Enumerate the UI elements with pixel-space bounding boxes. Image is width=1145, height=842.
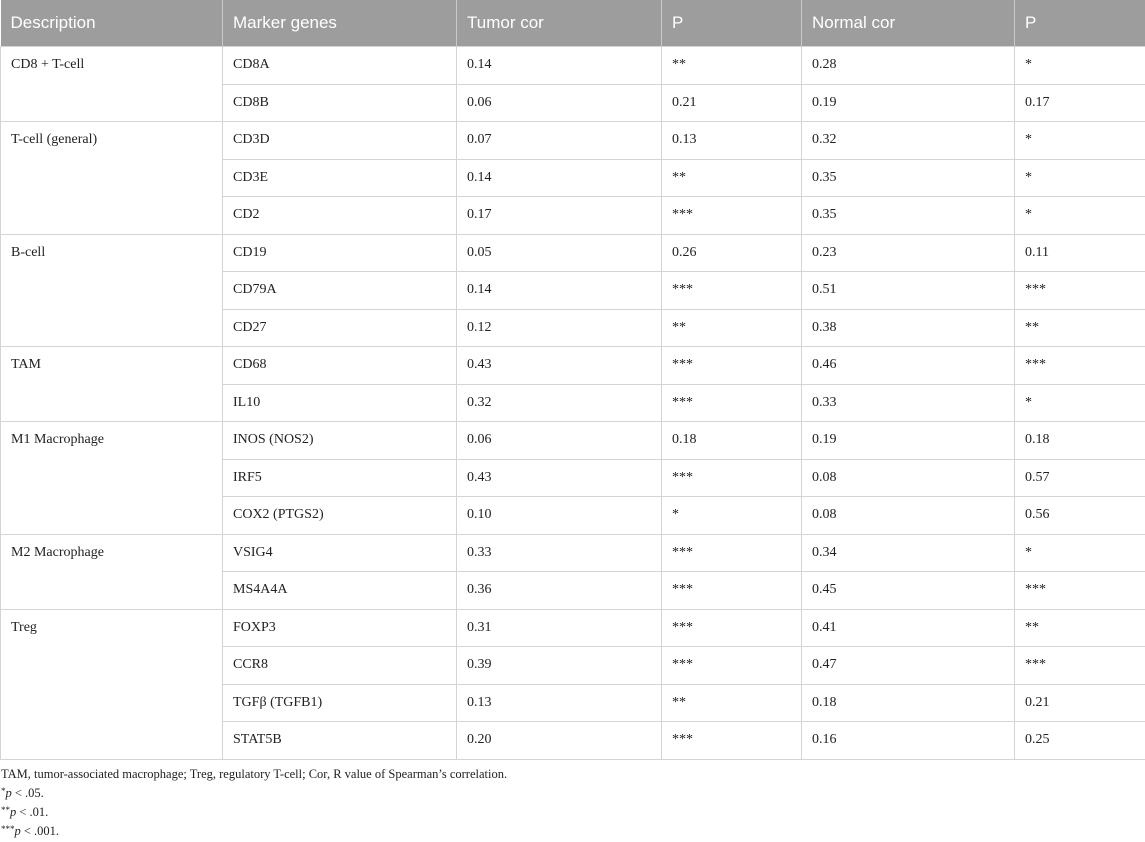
tumor-cor-cell: 0.36 xyxy=(457,572,662,610)
tumor-cor-cell: 0.07 xyxy=(457,122,662,160)
normal-p-cell: 0.57 xyxy=(1015,459,1145,497)
tumor-cor-cell: 0.39 xyxy=(457,647,662,685)
normal-p-cell: 0.11 xyxy=(1015,234,1145,272)
tumor-p-cell: *** xyxy=(662,722,802,760)
tumor-p-cell: 0.26 xyxy=(662,234,802,272)
normal-cor-cell: 0.35 xyxy=(802,197,1015,235)
normal-cor-cell: 0.18 xyxy=(802,684,1015,722)
marker-gene-cell: CD68 xyxy=(223,347,457,385)
footnote-p05: *p < .05. xyxy=(1,785,44,800)
tumor-cor-cell: 0.33 xyxy=(457,534,662,572)
tumor-cor-cell: 0.20 xyxy=(457,722,662,760)
table-row xyxy=(1,422,1145,460)
description-cell: CD8 + T-cell xyxy=(1,47,223,122)
normal-p-cell: ** xyxy=(1015,609,1145,647)
table-row xyxy=(1,609,1145,647)
footnote-p01: **p < .01. xyxy=(1,804,49,819)
marker-gene-cell: VSIG4 xyxy=(223,534,457,572)
marker-gene-cell: MS4A4A xyxy=(223,572,457,610)
tumor-cor-cell: 0.13 xyxy=(457,684,662,722)
description-cell: M1 Macrophage xyxy=(1,422,223,535)
tumor-cor-cell: 0.05 xyxy=(457,234,662,272)
description-cell: B-cell xyxy=(1,234,223,347)
header-marker-genes: Marker genes xyxy=(223,0,457,47)
tumor-p-cell: *** xyxy=(662,572,802,610)
normal-p-cell: *** xyxy=(1015,272,1145,310)
normal-p-cell: 0.21 xyxy=(1015,684,1145,722)
normal-p-cell: *** xyxy=(1015,572,1145,610)
normal-cor-cell: 0.51 xyxy=(802,272,1015,310)
description-cell: Treg xyxy=(1,609,223,759)
tumor-p-cell: ** xyxy=(662,159,802,197)
normal-p-cell: * xyxy=(1015,47,1145,85)
tumor-p-cell: *** xyxy=(662,272,802,310)
marker-gene-cell: CD2 xyxy=(223,197,457,235)
marker-gene-cell: IL10 xyxy=(223,384,457,422)
footnote-p001: ***p < .001. xyxy=(1,823,60,838)
header-normal-p: P xyxy=(1015,0,1145,47)
description-cell: M2 Macrophage xyxy=(1,534,223,609)
tumor-p-cell: 0.21 xyxy=(662,84,802,122)
tumor-p-cell: *** xyxy=(662,197,802,235)
tumor-cor-cell: 0.14 xyxy=(457,272,662,310)
marker-gene-cell: STAT5B xyxy=(223,722,457,760)
tumor-cor-cell: 0.17 xyxy=(457,197,662,235)
normal-p-cell: *** xyxy=(1015,347,1145,385)
normal-p-cell: 0.56 xyxy=(1015,497,1145,535)
tumor-cor-cell: 0.12 xyxy=(457,309,662,347)
normal-cor-cell: 0.08 xyxy=(802,497,1015,535)
tumor-cor-cell: 0.10 xyxy=(457,497,662,535)
tumor-cor-cell: 0.32 xyxy=(457,384,662,422)
tumor-cor-cell: 0.06 xyxy=(457,84,662,122)
tumor-p-cell: *** xyxy=(662,384,802,422)
marker-gene-cell: CD79A xyxy=(223,272,457,310)
table-row xyxy=(1,122,1145,160)
header-tumor-p: P xyxy=(662,0,802,47)
normal-cor-cell: 0.38 xyxy=(802,309,1015,347)
tumor-cor-cell: 0.14 xyxy=(457,47,662,85)
normal-cor-cell: 0.35 xyxy=(802,159,1015,197)
normal-cor-cell: 0.23 xyxy=(802,234,1015,272)
table-row xyxy=(1,534,1145,572)
table-footnotes xyxy=(0,760,1145,840)
tumor-p-cell: ** xyxy=(662,309,802,347)
normal-p-cell: *** xyxy=(1015,647,1145,685)
description-cell: TAM xyxy=(1,347,223,422)
normal-p-cell: * xyxy=(1015,122,1145,160)
marker-gene-cell: CD27 xyxy=(223,309,457,347)
marker-gene-cell: CD3E xyxy=(223,159,457,197)
tumor-p-cell: 0.13 xyxy=(662,122,802,160)
tumor-p-cell: ** xyxy=(662,47,802,85)
footnote-abbreviations: TAM, tumor-associated macrophage; Treg, regulatory T-cell; Cor, R value of Spearman’s correlation. xyxy=(1,766,508,781)
tumor-p-cell: *** xyxy=(662,609,802,647)
normal-cor-cell: 0.46 xyxy=(802,347,1015,385)
marker-gene-cell: COX2 (PTGS2) xyxy=(223,497,457,535)
normal-p-cell: * xyxy=(1015,534,1145,572)
normal-p-cell: 0.17 xyxy=(1015,84,1145,122)
normal-cor-cell: 0.28 xyxy=(802,47,1015,85)
table-row xyxy=(1,347,1145,385)
normal-p-cell: * xyxy=(1015,159,1145,197)
normal-cor-cell: 0.47 xyxy=(802,647,1015,685)
tumor-p-cell: *** xyxy=(662,647,802,685)
description-cell: T-cell (general) xyxy=(1,122,223,235)
header-normal-cor: Normal cor xyxy=(802,0,1015,47)
normal-cor-cell: 0.33 xyxy=(802,384,1015,422)
normal-cor-cell: 0.34 xyxy=(802,534,1015,572)
normal-p-cell: 0.25 xyxy=(1015,722,1145,760)
normal-cor-cell: 0.19 xyxy=(802,422,1015,460)
normal-cor-cell: 0.32 xyxy=(802,122,1015,160)
marker-gene-cell: CD8A xyxy=(223,47,457,85)
tumor-p-cell: * xyxy=(662,497,802,535)
normal-cor-cell: 0.19 xyxy=(802,84,1015,122)
normal-p-cell: * xyxy=(1015,197,1145,235)
table-header-row xyxy=(1,0,1145,47)
normal-p-cell: * xyxy=(1015,384,1145,422)
header-tumor-cor: Tumor cor xyxy=(457,0,662,47)
normal-cor-cell: 0.08 xyxy=(802,459,1015,497)
tumor-cor-cell: 0.14 xyxy=(457,159,662,197)
tumor-cor-cell: 0.43 xyxy=(457,459,662,497)
table-row xyxy=(1,47,1145,85)
marker-gene-cell: IRF5 xyxy=(223,459,457,497)
normal-cor-cell: 0.45 xyxy=(802,572,1015,610)
tumor-p-cell: *** xyxy=(662,347,802,385)
header-description: Description xyxy=(1,0,223,47)
normal-cor-cell: 0.41 xyxy=(802,609,1015,647)
tumor-cor-cell: 0.31 xyxy=(457,609,662,647)
marker-gene-cell: CD19 xyxy=(223,234,457,272)
table-body xyxy=(1,47,1145,760)
table-row xyxy=(1,234,1145,272)
tumor-cor-cell: 0.43 xyxy=(457,347,662,385)
marker-gene-cell: TGFβ (TGFB1) xyxy=(223,684,457,722)
marker-gene-cell: CD8B xyxy=(223,84,457,122)
tumor-p-cell: *** xyxy=(662,459,802,497)
marker-gene-cell: CD3D xyxy=(223,122,457,160)
normal-p-cell: 0.18 xyxy=(1015,422,1145,460)
normal-cor-cell: 0.16 xyxy=(802,722,1015,760)
marker-gene-cell: INOS (NOS2) xyxy=(223,422,457,460)
marker-gene-cell: FOXP3 xyxy=(223,609,457,647)
tumor-p-cell: *** xyxy=(662,534,802,572)
normal-p-cell: ** xyxy=(1015,309,1145,347)
tumor-p-cell: ** xyxy=(662,684,802,722)
tumor-cor-cell: 0.06 xyxy=(457,422,662,460)
marker-gene-cell: CCR8 xyxy=(223,647,457,685)
tumor-p-cell: 0.18 xyxy=(662,422,802,460)
